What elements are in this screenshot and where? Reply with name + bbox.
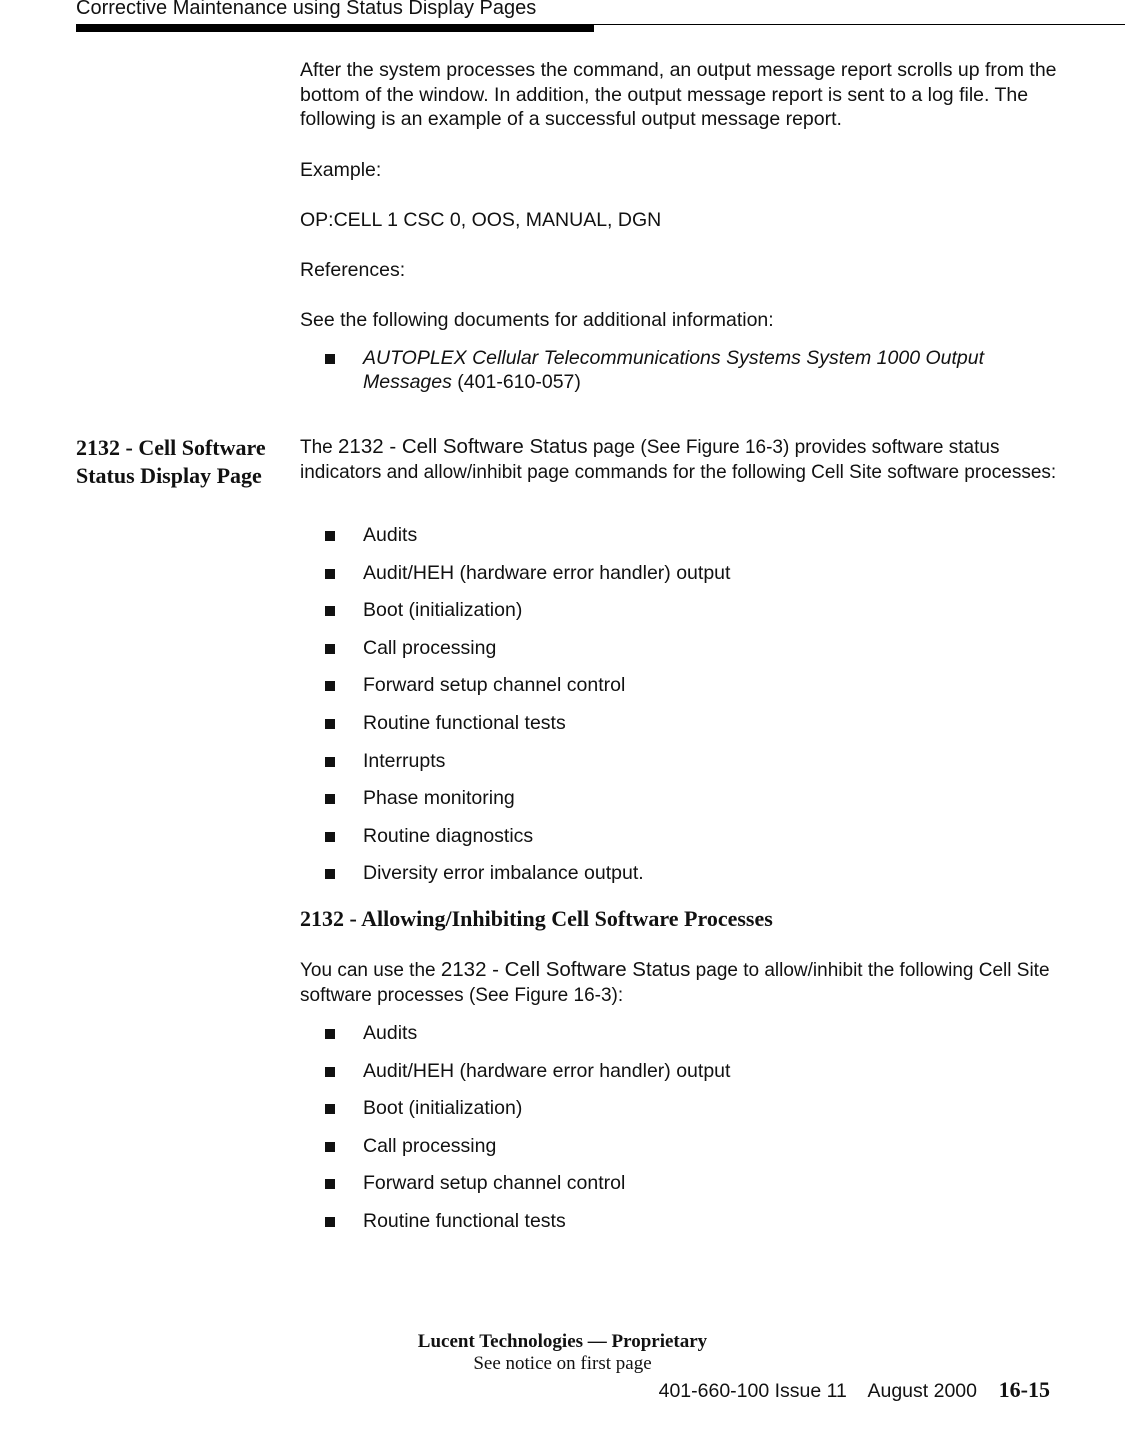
- reference-list: [300, 346, 1060, 394]
- bullet-icon: [325, 794, 335, 804]
- list-item-text: Routine diagnostics: [363, 824, 534, 847]
- bullet-icon: [325, 354, 335, 364]
- subsection-page-name: 2132 - Cell Software Status: [440, 958, 691, 981]
- list-item-text: Diversity error imbalance output.: [363, 862, 644, 885]
- reference-number: (401-610-057): [457, 371, 581, 393]
- list-item: [300, 711, 1060, 749]
- bullet-icon: [325, 606, 335, 616]
- list-item-text: Audit/HEH (hardware error handler) output: [363, 561, 731, 584]
- bullet-icon: [325, 1067, 335, 1077]
- list-item: [300, 1134, 1060, 1172]
- list-item: [300, 824, 1060, 862]
- example-output-text: OP:CELL 1 CSC 0, OOS, MANUAL, DGN: [300, 209, 662, 231]
- example-label-text: Example:: [300, 159, 382, 181]
- bullet-icon: [325, 832, 335, 842]
- list-item: [300, 561, 1060, 599]
- list-item: [300, 786, 1060, 824]
- references-label: [300, 258, 1060, 283]
- bullet-icon: [325, 1179, 335, 1189]
- section-intro-post: page (See Figure 16-3) provides software status indicators and allow/inhibit page commands for the following Cell Site software processes:: [300, 437, 1057, 483]
- page-number: 16-15: [998, 1377, 1050, 1402]
- list-item: [300, 523, 1060, 561]
- section-process-list: [300, 523, 1060, 899]
- bullet-icon: [325, 569, 335, 579]
- example-output: [300, 208, 1060, 233]
- list-item: [300, 673, 1060, 711]
- list-item-text: Audits: [363, 1022, 418, 1044]
- subsection-intro-pre: You can use the: [300, 960, 441, 981]
- list-item: [300, 1171, 1060, 1209]
- running-header: Corrective Maintenance using Status Display Pages: [76, 0, 537, 19]
- list-item-text: Boot (initialization): [363, 1097, 523, 1120]
- footer-company: Lucent Technologies — Proprietary: [417, 1331, 708, 1352]
- see-following: [300, 308, 1060, 333]
- footer-doc-info: [659, 1377, 1050, 1404]
- list-item-text: Call processing: [363, 636, 497, 659]
- list-item-text: Routine functional tests: [363, 1209, 566, 1232]
- subsection-heading: 2132 - Allowing/Inhibiting Cell Software Processes: [300, 906, 773, 931]
- see-following-text: See the following documents for additional information:: [300, 309, 774, 331]
- footer-notice: See notice on first page: [473, 1353, 652, 1374]
- header-rule-thick: [76, 25, 594, 32]
- list-item: [300, 1021, 1060, 1059]
- list-item-text: Forward setup channel control: [363, 1172, 626, 1195]
- list-item: [300, 598, 1060, 636]
- list-item-text: Boot (initialization): [363, 599, 523, 622]
- bullet-icon: [325, 531, 335, 541]
- list-item: [300, 1209, 1060, 1247]
- section-side-heading: 2132 - Cell Software Status Display Page: [76, 435, 266, 488]
- intro-paragraph: [300, 58, 1060, 132]
- intro-text: After the system processes the command, an output message report scrolls up from the bottom of the window. In addition, the output message report is sent to a log file. The following is an example of a successful output message report.: [300, 59, 1057, 130]
- bullet-icon: [325, 1142, 335, 1152]
- bullet-icon: [325, 1217, 335, 1227]
- bullet-icon: [325, 644, 335, 654]
- subsection-process-list: [300, 1021, 1060, 1247]
- list-item: [300, 1059, 1060, 1097]
- section-intro: [300, 435, 1060, 485]
- bullet-icon: [325, 1029, 335, 1039]
- section-intro-pre: The: [300, 437, 339, 458]
- list-item-text: Phase monitoring: [363, 787, 515, 810]
- list-item-text: Interrupts: [363, 749, 446, 772]
- subsection-intro: [300, 958, 1060, 1008]
- footer-doc-text: 401-660-100 Issue 11 August 2000: [658, 1380, 977, 1402]
- list-item: [300, 1096, 1060, 1134]
- list-item-text: Forward setup channel control: [363, 674, 626, 697]
- reference-title: AUTOPLEX Cellular Telecommunications Systems System 1000 Output Messages: [363, 347, 985, 393]
- example-label: [300, 158, 1060, 183]
- references-label-text: References:: [300, 259, 406, 281]
- section-page-name: 2132 - Cell Software Status: [338, 435, 588, 458]
- bullet-icon: [325, 757, 335, 767]
- subsection-intro-post: page to allow/inhibit the following Cell Site software processes (See Figure 16-3):: [300, 960, 1050, 1006]
- list-item-text: Audit/HEH (hardware error handler) output: [363, 1059, 731, 1082]
- list-item: [300, 861, 1060, 899]
- list-item: [300, 749, 1060, 787]
- list-item: [300, 636, 1060, 674]
- list-item-text: Audits: [363, 524, 418, 546]
- list-item-text: Call processing: [363, 1134, 497, 1157]
- bullet-icon: [325, 719, 335, 729]
- bullet-icon: [325, 681, 335, 691]
- reference-item: [300, 346, 1060, 394]
- list-item-text: Routine functional tests: [363, 711, 566, 734]
- bullet-icon: [325, 869, 335, 879]
- bullet-icon: [325, 1104, 335, 1114]
